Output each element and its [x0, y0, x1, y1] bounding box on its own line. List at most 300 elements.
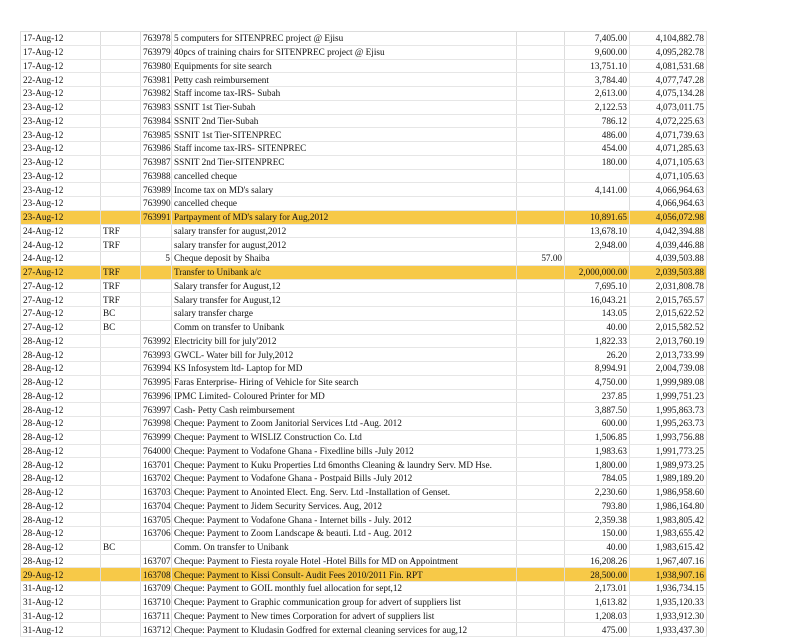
- ledger-table: [20, 31, 707, 637]
- row-balance: 4,071,105.63: [630, 169, 707, 183]
- row-balance: 1,933,437.30: [630, 623, 707, 637]
- row-type: [101, 568, 141, 582]
- row-cheque-number: 763997: [141, 403, 172, 417]
- row-description: Electricity bill for july'2012: [172, 334, 517, 348]
- row-credit-amount: [517, 540, 565, 554]
- row-credit-amount: [517, 568, 565, 582]
- row-credit-amount: [517, 142, 565, 156]
- row-balance: 4,066,964.63: [630, 183, 707, 197]
- row-date: 27-Aug-12: [21, 320, 101, 334]
- row-credit-amount: [517, 293, 565, 307]
- row-credit-amount: [517, 210, 565, 224]
- row-description: Transfer to Unibank a/c: [172, 265, 517, 279]
- row-debit-amount: 4,141.00: [565, 183, 630, 197]
- row-credit-amount: [517, 265, 565, 279]
- row-debit-amount: 180.00: [565, 155, 630, 169]
- row-credit-amount: 57.00: [517, 252, 565, 266]
- row-balance: 2,039,503.88: [630, 265, 707, 279]
- ledger-row: [21, 403, 707, 417]
- row-debit-amount: 1,983.63: [565, 444, 630, 458]
- row-balance: 1,999,751.23: [630, 389, 707, 403]
- ledger-row: [21, 582, 707, 596]
- row-cheque-number: 763995: [141, 375, 172, 389]
- row-description: SSNIT 2nd Tier-SITENPREC: [172, 155, 517, 169]
- row-credit-amount: [517, 114, 565, 128]
- row-description: Cheque: Payment to New times Corporation for advert of suppliers list: [172, 609, 517, 623]
- ledger-row: [21, 595, 707, 609]
- row-description: Cheque: Payment to Kludasin Godfred for external cleaning services for aug,12: [172, 623, 517, 637]
- row-description: Cheque: Payment to Jidem Security Services. Aug, 2012: [172, 499, 517, 513]
- row-type: TRF: [101, 265, 141, 279]
- row-credit-amount: [517, 128, 565, 142]
- row-cheque-number: 763993: [141, 348, 172, 362]
- row-debit-amount: 475.00: [565, 623, 630, 637]
- row-date: 31-Aug-12: [21, 623, 101, 637]
- row-balance: 1,986,958.60: [630, 485, 707, 499]
- row-type: [101, 114, 141, 128]
- row-date: 28-Aug-12: [21, 375, 101, 389]
- row-balance: 1,999,989.08: [630, 375, 707, 389]
- row-date: 17-Aug-12: [21, 45, 101, 59]
- row-description: GWCL- Water bill for July,2012: [172, 348, 517, 362]
- ledger-row: [21, 320, 707, 334]
- row-date: 28-Aug-12: [21, 430, 101, 444]
- ledger-row: [21, 609, 707, 623]
- row-cheque-number: [141, 320, 172, 334]
- row-description: Petty cash reimbursement: [172, 73, 517, 87]
- row-debit-amount: 150.00: [565, 527, 630, 541]
- row-balance: 4,095,282.78: [630, 45, 707, 59]
- row-date: 28-Aug-12: [21, 513, 101, 527]
- row-cheque-number: [141, 265, 172, 279]
- row-debit-amount: 600.00: [565, 417, 630, 431]
- row-credit-amount: [517, 403, 565, 417]
- row-debit-amount: 2,613.00: [565, 87, 630, 101]
- row-date: 31-Aug-12: [21, 609, 101, 623]
- row-description: cancelled cheque: [172, 197, 517, 211]
- row-debit-amount: 486.00: [565, 128, 630, 142]
- ledger-row: [21, 114, 707, 128]
- row-type: [101, 554, 141, 568]
- row-type: [101, 499, 141, 513]
- row-credit-amount: [517, 320, 565, 334]
- ledger-row: [21, 513, 707, 527]
- row-balance: 1,933,912.30: [630, 609, 707, 623]
- row-type: [101, 527, 141, 541]
- row-credit-amount: [517, 389, 565, 403]
- row-debit-amount: 10,891.65: [565, 210, 630, 224]
- row-balance: 4,077,747.28: [630, 73, 707, 87]
- row-date: 27-Aug-12: [21, 265, 101, 279]
- row-date: 28-Aug-12: [21, 540, 101, 554]
- row-balance: 1,938,907.16: [630, 568, 707, 582]
- ledger-row: [21, 554, 707, 568]
- row-debit-amount: 13,751.10: [565, 59, 630, 73]
- ledger-row: [21, 224, 707, 238]
- row-description: SSNIT 1st Tier-Subah: [172, 100, 517, 114]
- row-debit-amount: 1,208.03: [565, 609, 630, 623]
- row-balance: 2,004,739.08: [630, 362, 707, 376]
- row-date: 23-Aug-12: [21, 87, 101, 101]
- row-cheque-number: 763981: [141, 73, 172, 87]
- row-description: Salary transfer for August,12: [172, 279, 517, 293]
- row-cheque-number: 763983: [141, 100, 172, 114]
- row-balance: 4,039,503.88: [630, 252, 707, 266]
- row-debit-amount: 2,230.60: [565, 485, 630, 499]
- highlighted-ledger-row: [21, 210, 707, 224]
- row-credit-amount: [517, 527, 565, 541]
- row-cheque-number: [141, 293, 172, 307]
- row-cheque-number: 5: [141, 252, 172, 266]
- row-cheque-number: 763989: [141, 183, 172, 197]
- row-date: 27-Aug-12: [21, 293, 101, 307]
- row-description: Cheque: Payment to Zoom Landscape & beauti. Ltd - Aug. 2012: [172, 527, 517, 541]
- row-date: 24-Aug-12: [21, 252, 101, 266]
- row-type: [101, 458, 141, 472]
- row-debit-amount: 9,600.00: [565, 45, 630, 59]
- row-description: Faras Enterprise- Hiring of Vehicle for Site search: [172, 375, 517, 389]
- row-credit-amount: [517, 224, 565, 238]
- row-balance: 1,995,863.73: [630, 403, 707, 417]
- row-date: 27-Aug-12: [21, 307, 101, 321]
- row-credit-amount: [517, 458, 565, 472]
- row-description: Cheque: Payment to Vodafone Ghana - Postpaid Bills -July 2012: [172, 472, 517, 486]
- row-balance: 2,013,733.99: [630, 348, 707, 362]
- row-cheque-number: 163702: [141, 472, 172, 486]
- row-debit-amount: 784.05: [565, 472, 630, 486]
- row-type: [101, 142, 141, 156]
- row-cheque-number: 763988: [141, 169, 172, 183]
- row-description: Cheque: Payment to GOIL monthly fuel allocation for sept,12: [172, 582, 517, 596]
- row-date: 23-Aug-12: [21, 142, 101, 156]
- row-debit-amount: 26.20: [565, 348, 630, 362]
- row-type: [101, 210, 141, 224]
- row-type: [101, 623, 141, 637]
- row-description: SSNIT 2nd Tier-Subah: [172, 114, 517, 128]
- row-date: 28-Aug-12: [21, 362, 101, 376]
- row-description: salary transfer for august,2012: [172, 238, 517, 252]
- ledger-row: [21, 32, 707, 46]
- row-balance: 4,071,285.63: [630, 142, 707, 156]
- row-cheque-number: 763992: [141, 334, 172, 348]
- ledger-row: [21, 73, 707, 87]
- row-credit-amount: [517, 183, 565, 197]
- row-cheque-number: 163710: [141, 595, 172, 609]
- row-debit-amount: 143.05: [565, 307, 630, 321]
- row-balance: 1,986,164.80: [630, 499, 707, 513]
- row-debit-amount: 237.85: [565, 389, 630, 403]
- row-type: [101, 444, 141, 458]
- row-credit-amount: [517, 472, 565, 486]
- row-type: TRF: [101, 293, 141, 307]
- row-description: Cheque: Payment to Kissi Consult- Audit Fees 2010/2011 Fin. RPT: [172, 568, 517, 582]
- row-description: Comm on transfer to Unibank: [172, 320, 517, 334]
- row-balance: 1,995,263.73: [630, 417, 707, 431]
- row-credit-amount: [517, 238, 565, 252]
- row-debit-amount: [565, 197, 630, 211]
- row-debit-amount: 7,695.10: [565, 279, 630, 293]
- row-credit-amount: [517, 155, 565, 169]
- row-description: salary transfer charge: [172, 307, 517, 321]
- row-debit-amount: 16,208.26: [565, 554, 630, 568]
- ledger-row: [21, 417, 707, 431]
- ledger-row: [21, 623, 707, 637]
- row-cheque-number: 163706: [141, 527, 172, 541]
- row-description: salary transfer for august,2012: [172, 224, 517, 238]
- row-credit-amount: [517, 87, 565, 101]
- row-balance: 1,989,973.25: [630, 458, 707, 472]
- row-type: BC: [101, 320, 141, 334]
- ledger-row: [21, 362, 707, 376]
- row-type: [101, 73, 141, 87]
- row-date: 28-Aug-12: [21, 403, 101, 417]
- ledger-row: [21, 197, 707, 211]
- row-date: 23-Aug-12: [21, 197, 101, 211]
- row-description: Cheque: Payment to Vodafone Ghana - Internet bills - July. 2012: [172, 513, 517, 527]
- row-date: 28-Aug-12: [21, 348, 101, 362]
- ledger-row: [21, 348, 707, 362]
- ledger-row: [21, 183, 707, 197]
- row-cheque-number: 763986: [141, 142, 172, 156]
- row-description: Income tax on MD's salary: [172, 183, 517, 197]
- row-credit-amount: [517, 279, 565, 293]
- row-debit-amount: 2,122.53: [565, 100, 630, 114]
- row-balance: 2,015,765.57: [630, 293, 707, 307]
- row-description: Cheque deposit by Shaiba: [172, 252, 517, 266]
- ledger-row: [21, 375, 707, 389]
- row-debit-amount: 2,359.38: [565, 513, 630, 527]
- row-cheque-number: [141, 307, 172, 321]
- row-debit-amount: 1,822.33: [565, 334, 630, 348]
- row-cheque-number: 763991: [141, 210, 172, 224]
- ledger-row: [21, 59, 707, 73]
- row-description: Cash- Petty Cash reimbursement: [172, 403, 517, 417]
- row-description: Salary transfer for August,12: [172, 293, 517, 307]
- row-type: [101, 430, 141, 444]
- row-date: 23-Aug-12: [21, 100, 101, 114]
- row-credit-amount: [517, 582, 565, 596]
- row-type: [101, 169, 141, 183]
- row-date: 22-Aug-12: [21, 73, 101, 87]
- row-type: [101, 362, 141, 376]
- row-credit-amount: [517, 169, 565, 183]
- row-type: TRF: [101, 238, 141, 252]
- ledger-row: [21, 252, 707, 266]
- row-description: Staff income tax-IRS- SITENPREC: [172, 142, 517, 156]
- ledger-row: [21, 472, 707, 486]
- row-description: Cheque: Payment to Anointed Elect. Eng. Serv. Ltd -Installation of Genset.: [172, 485, 517, 499]
- row-cheque-number: 163708: [141, 568, 172, 582]
- row-description: IPMC Limited- Coloured Printer for MD: [172, 389, 517, 403]
- row-cheque-number: 763982: [141, 87, 172, 101]
- row-debit-amount: 4,750.00: [565, 375, 630, 389]
- row-cheque-number: 763984: [141, 114, 172, 128]
- row-debit-amount: [565, 169, 630, 183]
- row-type: TRF: [101, 279, 141, 293]
- row-date: 28-Aug-12: [21, 458, 101, 472]
- row-date: 28-Aug-12: [21, 554, 101, 568]
- row-type: [101, 417, 141, 431]
- row-credit-amount: [517, 609, 565, 623]
- row-type: [101, 334, 141, 348]
- row-type: [101, 183, 141, 197]
- row-balance: 4,081,531.68: [630, 59, 707, 73]
- row-cheque-number: [141, 224, 172, 238]
- row-type: [101, 252, 141, 266]
- ledger-row: [21, 169, 707, 183]
- row-balance: 4,104,882.78: [630, 32, 707, 46]
- row-type: [101, 100, 141, 114]
- row-cheque-number: 163705: [141, 513, 172, 527]
- row-debit-amount: 2,000,000.00: [565, 265, 630, 279]
- row-credit-amount: [517, 417, 565, 431]
- row-credit-amount: [517, 485, 565, 499]
- row-balance: 4,039,446.88: [630, 238, 707, 252]
- row-debit-amount: 16,043.21: [565, 293, 630, 307]
- row-balance: 4,072,225.63: [630, 114, 707, 128]
- row-credit-amount: [517, 595, 565, 609]
- row-cheque-number: 763996: [141, 389, 172, 403]
- row-date: 23-Aug-12: [21, 114, 101, 128]
- row-debit-amount: 1,506.85: [565, 430, 630, 444]
- row-date: 23-Aug-12: [21, 155, 101, 169]
- row-balance: 4,066,964.63: [630, 197, 707, 211]
- row-cheque-number: 163709: [141, 582, 172, 596]
- row-credit-amount: [517, 348, 565, 362]
- row-date: 23-Aug-12: [21, 210, 101, 224]
- ledger-row: [21, 527, 707, 541]
- row-balance: 4,056,072.98: [630, 210, 707, 224]
- row-cheque-number: 763979: [141, 45, 172, 59]
- row-description: SSNIT 1st Tier-SITENPREC: [172, 128, 517, 142]
- row-description: Equipments for site search: [172, 59, 517, 73]
- row-date: 24-Aug-12: [21, 224, 101, 238]
- row-description: Comm. On transfer to Unibank: [172, 540, 517, 554]
- row-date: 28-Aug-12: [21, 417, 101, 431]
- row-cheque-number: 763994: [141, 362, 172, 376]
- ledger-row: [21, 444, 707, 458]
- row-balance: 2,015,622.52: [630, 307, 707, 321]
- row-debit-amount: 3,887.50: [565, 403, 630, 417]
- row-balance: 1,967,407.16: [630, 554, 707, 568]
- row-credit-amount: [517, 513, 565, 527]
- row-type: [101, 45, 141, 59]
- row-balance: 1,989,189.20: [630, 472, 707, 486]
- row-cheque-number: 763998: [141, 417, 172, 431]
- row-type: BC: [101, 307, 141, 321]
- row-debit-amount: 2,173.01: [565, 582, 630, 596]
- row-cheque-number: 163703: [141, 485, 172, 499]
- row-balance: 2,013,760.19: [630, 334, 707, 348]
- ledger-row: [21, 430, 707, 444]
- row-balance: 4,071,105.63: [630, 155, 707, 169]
- row-cheque-number: [141, 279, 172, 293]
- row-balance: 1,935,120.33: [630, 595, 707, 609]
- row-description: Staff income tax-IRS- Subah: [172, 87, 517, 101]
- row-balance: 4,075,134.28: [630, 87, 707, 101]
- row-date: 17-Aug-12: [21, 59, 101, 73]
- row-debit-amount: 7,405.00: [565, 32, 630, 46]
- row-description: Cheque: Payment to WISLIZ Construction Co. Ltd: [172, 430, 517, 444]
- row-description: KS Infosystem ltd- Laptop for MD: [172, 362, 517, 376]
- ledger-row: [21, 279, 707, 293]
- row-cheque-number: 163711: [141, 609, 172, 623]
- row-balance: 4,042,394.88: [630, 224, 707, 238]
- row-type: TRF: [101, 224, 141, 238]
- row-credit-amount: [517, 430, 565, 444]
- ledger-row: [21, 87, 707, 101]
- row-description: Cheque: Payment to Zoom Janitorial Services Ltd -Aug. 2012: [172, 417, 517, 431]
- row-type: [101, 609, 141, 623]
- row-debit-amount: 1,800.00: [565, 458, 630, 472]
- row-date: 23-Aug-12: [21, 183, 101, 197]
- row-balance: 2,015,582.52: [630, 320, 707, 334]
- row-debit-amount: 28,500.00: [565, 568, 630, 582]
- row-type: [101, 348, 141, 362]
- row-balance: 2,031,808.78: [630, 279, 707, 293]
- row-cheque-number: 763987: [141, 155, 172, 169]
- row-credit-amount: [517, 307, 565, 321]
- row-description: 40pcs of training chairs for SITENPREC project @ Ejisu: [172, 45, 517, 59]
- ledger-row: [21, 540, 707, 554]
- row-balance: 1,983,655.42: [630, 527, 707, 541]
- row-credit-amount: [517, 623, 565, 637]
- row-type: [101, 128, 141, 142]
- ledger-row: [21, 238, 707, 252]
- row-debit-amount: 786.12: [565, 114, 630, 128]
- row-credit-amount: [517, 362, 565, 376]
- row-cheque-number: [141, 238, 172, 252]
- row-type: [101, 155, 141, 169]
- ledger-row: [21, 389, 707, 403]
- row-debit-amount: 13,678.10: [565, 224, 630, 238]
- ledger-body: [21, 32, 707, 637]
- ledger-row: [21, 485, 707, 499]
- row-cheque-number: 163712: [141, 623, 172, 637]
- row-type: [101, 472, 141, 486]
- row-balance: 4,073,011.75: [630, 100, 707, 114]
- row-credit-amount: [517, 73, 565, 87]
- row-date: 28-Aug-12: [21, 499, 101, 513]
- row-type: [101, 87, 141, 101]
- row-credit-amount: [517, 554, 565, 568]
- row-balance: 1,983,805.42: [630, 513, 707, 527]
- row-debit-amount: [565, 252, 630, 266]
- ledger-row: [21, 458, 707, 472]
- ledger-row: [21, 293, 707, 307]
- row-type: [101, 197, 141, 211]
- row-date: 31-Aug-12: [21, 582, 101, 596]
- ledger-row: [21, 155, 707, 169]
- row-description: Cheque: Payment to Kuku Properties Ltd 6months Cleaning & laundry Serv. MD Hse.: [172, 458, 517, 472]
- row-debit-amount: 2,948.00: [565, 238, 630, 252]
- highlighted-ledger-row: [21, 568, 707, 582]
- ledger-row: [21, 334, 707, 348]
- row-type: [101, 485, 141, 499]
- row-credit-amount: [517, 375, 565, 389]
- row-description: Cheque: Payment to Graphic communication group for advert of suppliers list: [172, 595, 517, 609]
- row-type: BC: [101, 540, 141, 554]
- row-credit-amount: [517, 32, 565, 46]
- row-date: 23-Aug-12: [21, 128, 101, 142]
- row-type: [101, 595, 141, 609]
- row-debit-amount: 1,613.82: [565, 595, 630, 609]
- row-description: Partpayment of MD's salary for Aug,2012: [172, 210, 517, 224]
- row-balance: 1,936,734.15: [630, 582, 707, 596]
- row-balance: 1,993,756.88: [630, 430, 707, 444]
- row-cheque-number: 163707: [141, 554, 172, 568]
- row-debit-amount: 8,994.91: [565, 362, 630, 376]
